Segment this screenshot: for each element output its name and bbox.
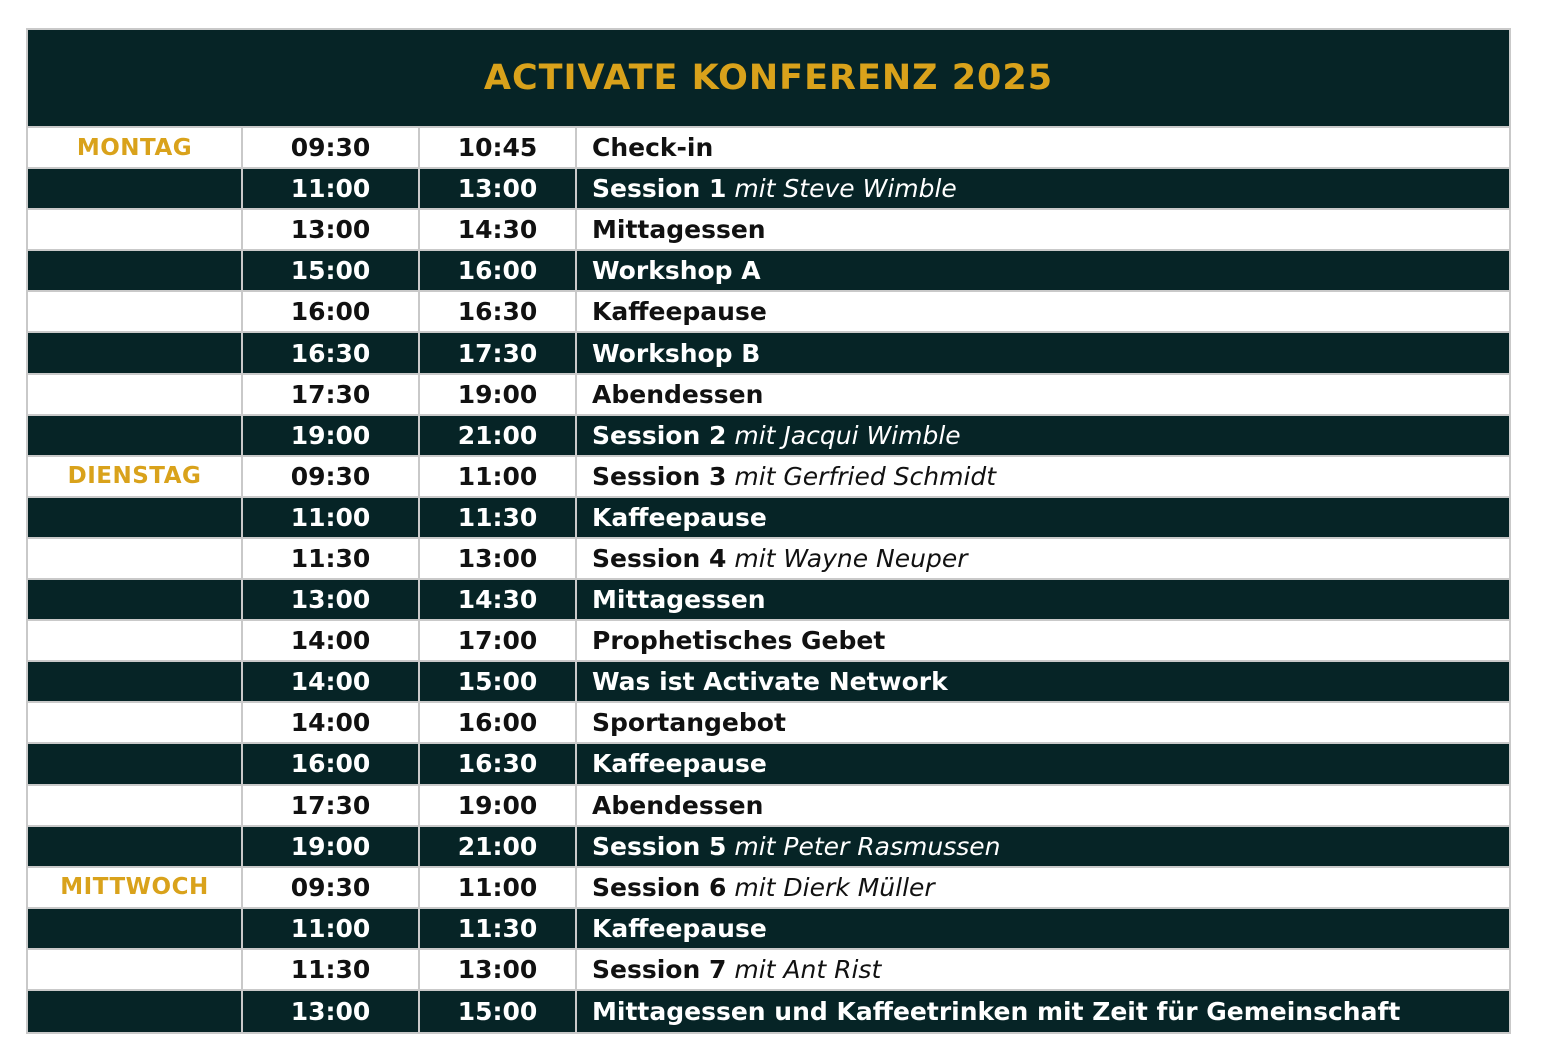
day-label <box>28 786 243 825</box>
table-row <box>28 333 1509 374</box>
start-time: 11:30 <box>243 950 420 989</box>
event-cell <box>577 375 1509 414</box>
day-label <box>28 292 243 331</box>
event-title: Kaffeepause <box>592 502 767 532</box>
event-title: Check-in <box>592 133 714 163</box>
end-time: 21:00 <box>420 416 577 455</box>
table-row <box>28 909 1509 950</box>
table-row <box>28 580 1509 621</box>
event-title: Sportangebot <box>592 708 786 738</box>
start-time: 15:00 <box>243 251 420 290</box>
event-speaker: mit Gerfried Schmidt <box>734 461 997 491</box>
end-time: 15:00 <box>420 662 577 701</box>
event-cell <box>577 169 1509 208</box>
start-time: 09:30 <box>243 128 420 167</box>
event-speaker: mit Steve Wimble <box>734 174 957 204</box>
event-title: Abendessen <box>592 379 764 409</box>
end-time: 21:00 <box>420 827 577 866</box>
table-row <box>28 375 1509 416</box>
day-label: MITTWOCH <box>28 868 243 907</box>
start-time: 17:30 <box>243 786 420 825</box>
day-label <box>28 210 243 249</box>
table-row <box>28 662 1509 703</box>
event-title: Kaffeepause <box>592 913 767 943</box>
start-time: 09:30 <box>243 457 420 496</box>
day-label <box>28 827 243 866</box>
event-cell <box>577 744 1509 783</box>
end-time: 13:00 <box>420 950 577 989</box>
day-label <box>28 539 243 578</box>
end-time: 16:00 <box>420 703 577 742</box>
table-row <box>28 169 1509 210</box>
event-speaker: mit Jacqui Wimble <box>734 420 961 450</box>
end-time: 16:00 <box>420 251 577 290</box>
end-time: 14:30 <box>420 210 577 249</box>
event-title: Session 7 <box>592 954 727 984</box>
start-time: 14:00 <box>243 703 420 742</box>
table-row <box>28 621 1509 662</box>
event-cell <box>577 457 1509 496</box>
table-row <box>28 991 1509 1032</box>
day-label <box>28 169 243 208</box>
table-row <box>28 210 1509 251</box>
table-row <box>28 868 1509 909</box>
table-row <box>28 744 1509 785</box>
day-label <box>28 662 243 701</box>
event-cell <box>577 539 1509 578</box>
event-cell <box>577 909 1509 948</box>
table-row <box>28 251 1509 292</box>
day-label <box>28 251 243 290</box>
event-title: Session 6 <box>592 872 727 902</box>
event-title: Kaffeepause <box>592 749 767 779</box>
event-speaker: mit Wayne Neuper <box>734 543 968 573</box>
start-time: 19:00 <box>243 827 420 866</box>
event-cell <box>577 827 1509 866</box>
table-row <box>28 416 1509 457</box>
end-time: 19:00 <box>420 786 577 825</box>
start-time: 09:30 <box>243 868 420 907</box>
end-time: 17:00 <box>420 621 577 660</box>
start-time: 13:00 <box>243 991 420 1032</box>
day-label <box>28 744 243 783</box>
start-time: 17:30 <box>243 375 420 414</box>
event-title: Was ist Activate Network <box>592 667 948 697</box>
start-time: 11:30 <box>243 539 420 578</box>
end-time: 11:00 <box>420 868 577 907</box>
end-time: 16:30 <box>420 292 577 331</box>
table-row <box>28 539 1509 580</box>
start-time: 11:00 <box>243 498 420 537</box>
day-label <box>28 703 243 742</box>
event-title: Session 3 <box>592 461 727 491</box>
schedule-rows <box>28 128 1509 1032</box>
day-label <box>28 498 243 537</box>
day-label <box>28 950 243 989</box>
end-time: 14:30 <box>420 580 577 619</box>
start-time: 13:00 <box>243 210 420 249</box>
end-time: 13:00 <box>420 539 577 578</box>
end-time: 17:30 <box>420 333 577 372</box>
start-time: 11:00 <box>243 909 420 948</box>
end-time: 13:00 <box>420 169 577 208</box>
event-speaker: mit Dierk Müller <box>734 872 935 902</box>
table-row <box>28 950 1509 991</box>
table-row <box>28 457 1509 498</box>
end-time: 11:30 <box>420 498 577 537</box>
event-cell <box>577 128 1509 167</box>
day-label <box>28 416 243 455</box>
event-title: Workshop B <box>592 338 761 368</box>
event-cell <box>577 991 1509 1032</box>
end-time: 15:00 <box>420 991 577 1032</box>
table-row <box>28 128 1509 169</box>
event-speaker: mit Ant Rist <box>734 954 882 984</box>
event-cell <box>577 416 1509 455</box>
table-row <box>28 703 1509 744</box>
day-label <box>28 621 243 660</box>
event-cell <box>577 580 1509 619</box>
table-row <box>28 827 1509 868</box>
event-title: Session 5 <box>592 831 727 861</box>
table-row <box>28 786 1509 827</box>
event-cell <box>577 868 1509 907</box>
day-label <box>28 909 243 948</box>
event-speaker: mit Peter Rasmussen <box>734 831 1001 861</box>
event-cell <box>577 251 1509 290</box>
event-title: Mittagessen <box>592 215 766 245</box>
title-bar <box>28 30 1509 128</box>
start-time: 19:00 <box>243 416 420 455</box>
start-time: 16:30 <box>243 333 420 372</box>
event-cell <box>577 621 1509 660</box>
event-cell <box>577 703 1509 742</box>
day-label: DIENSTAG <box>28 457 243 496</box>
event-cell <box>577 210 1509 249</box>
start-time: 16:00 <box>243 744 420 783</box>
event-title: Session 4 <box>592 543 727 573</box>
end-time: 16:30 <box>420 744 577 783</box>
event-title: Prophetisches Gebet <box>592 626 886 656</box>
event-title: Mittagessen <box>592 585 766 615</box>
event-title: Mittagessen und Kaffeetrinken mit Zeit für Gemeinschaft <box>592 997 1401 1027</box>
event-title: Abendessen <box>592 790 764 820</box>
event-title: Kaffeepause <box>592 297 767 327</box>
end-time: 19:00 <box>420 375 577 414</box>
event-cell <box>577 498 1509 537</box>
day-label <box>28 375 243 414</box>
event-cell <box>577 786 1509 825</box>
day-label <box>28 333 243 372</box>
event-cell <box>577 333 1509 372</box>
end-time: 11:30 <box>420 909 577 948</box>
start-time: 14:00 <box>243 662 420 701</box>
start-time: 14:00 <box>243 621 420 660</box>
start-time: 16:00 <box>243 292 420 331</box>
page-title: ACTIVATE KONFERENZ 2025 <box>483 58 1054 98</box>
table-row <box>28 292 1509 333</box>
end-time: 10:45 <box>420 128 577 167</box>
day-label <box>28 580 243 619</box>
event-title: Workshop A <box>592 256 761 286</box>
event-cell <box>577 292 1509 331</box>
schedule-table <box>26 28 1511 1034</box>
event-cell <box>577 950 1509 989</box>
end-time: 11:00 <box>420 457 577 496</box>
start-time: 13:00 <box>243 580 420 619</box>
day-label <box>28 991 243 1032</box>
day-label: MONTAG <box>28 128 243 167</box>
table-row <box>28 498 1509 539</box>
event-cell <box>577 662 1509 701</box>
start-time: 11:00 <box>243 169 420 208</box>
event-title: Session 2 <box>592 420 727 450</box>
event-title: Session 1 <box>592 174 727 204</box>
